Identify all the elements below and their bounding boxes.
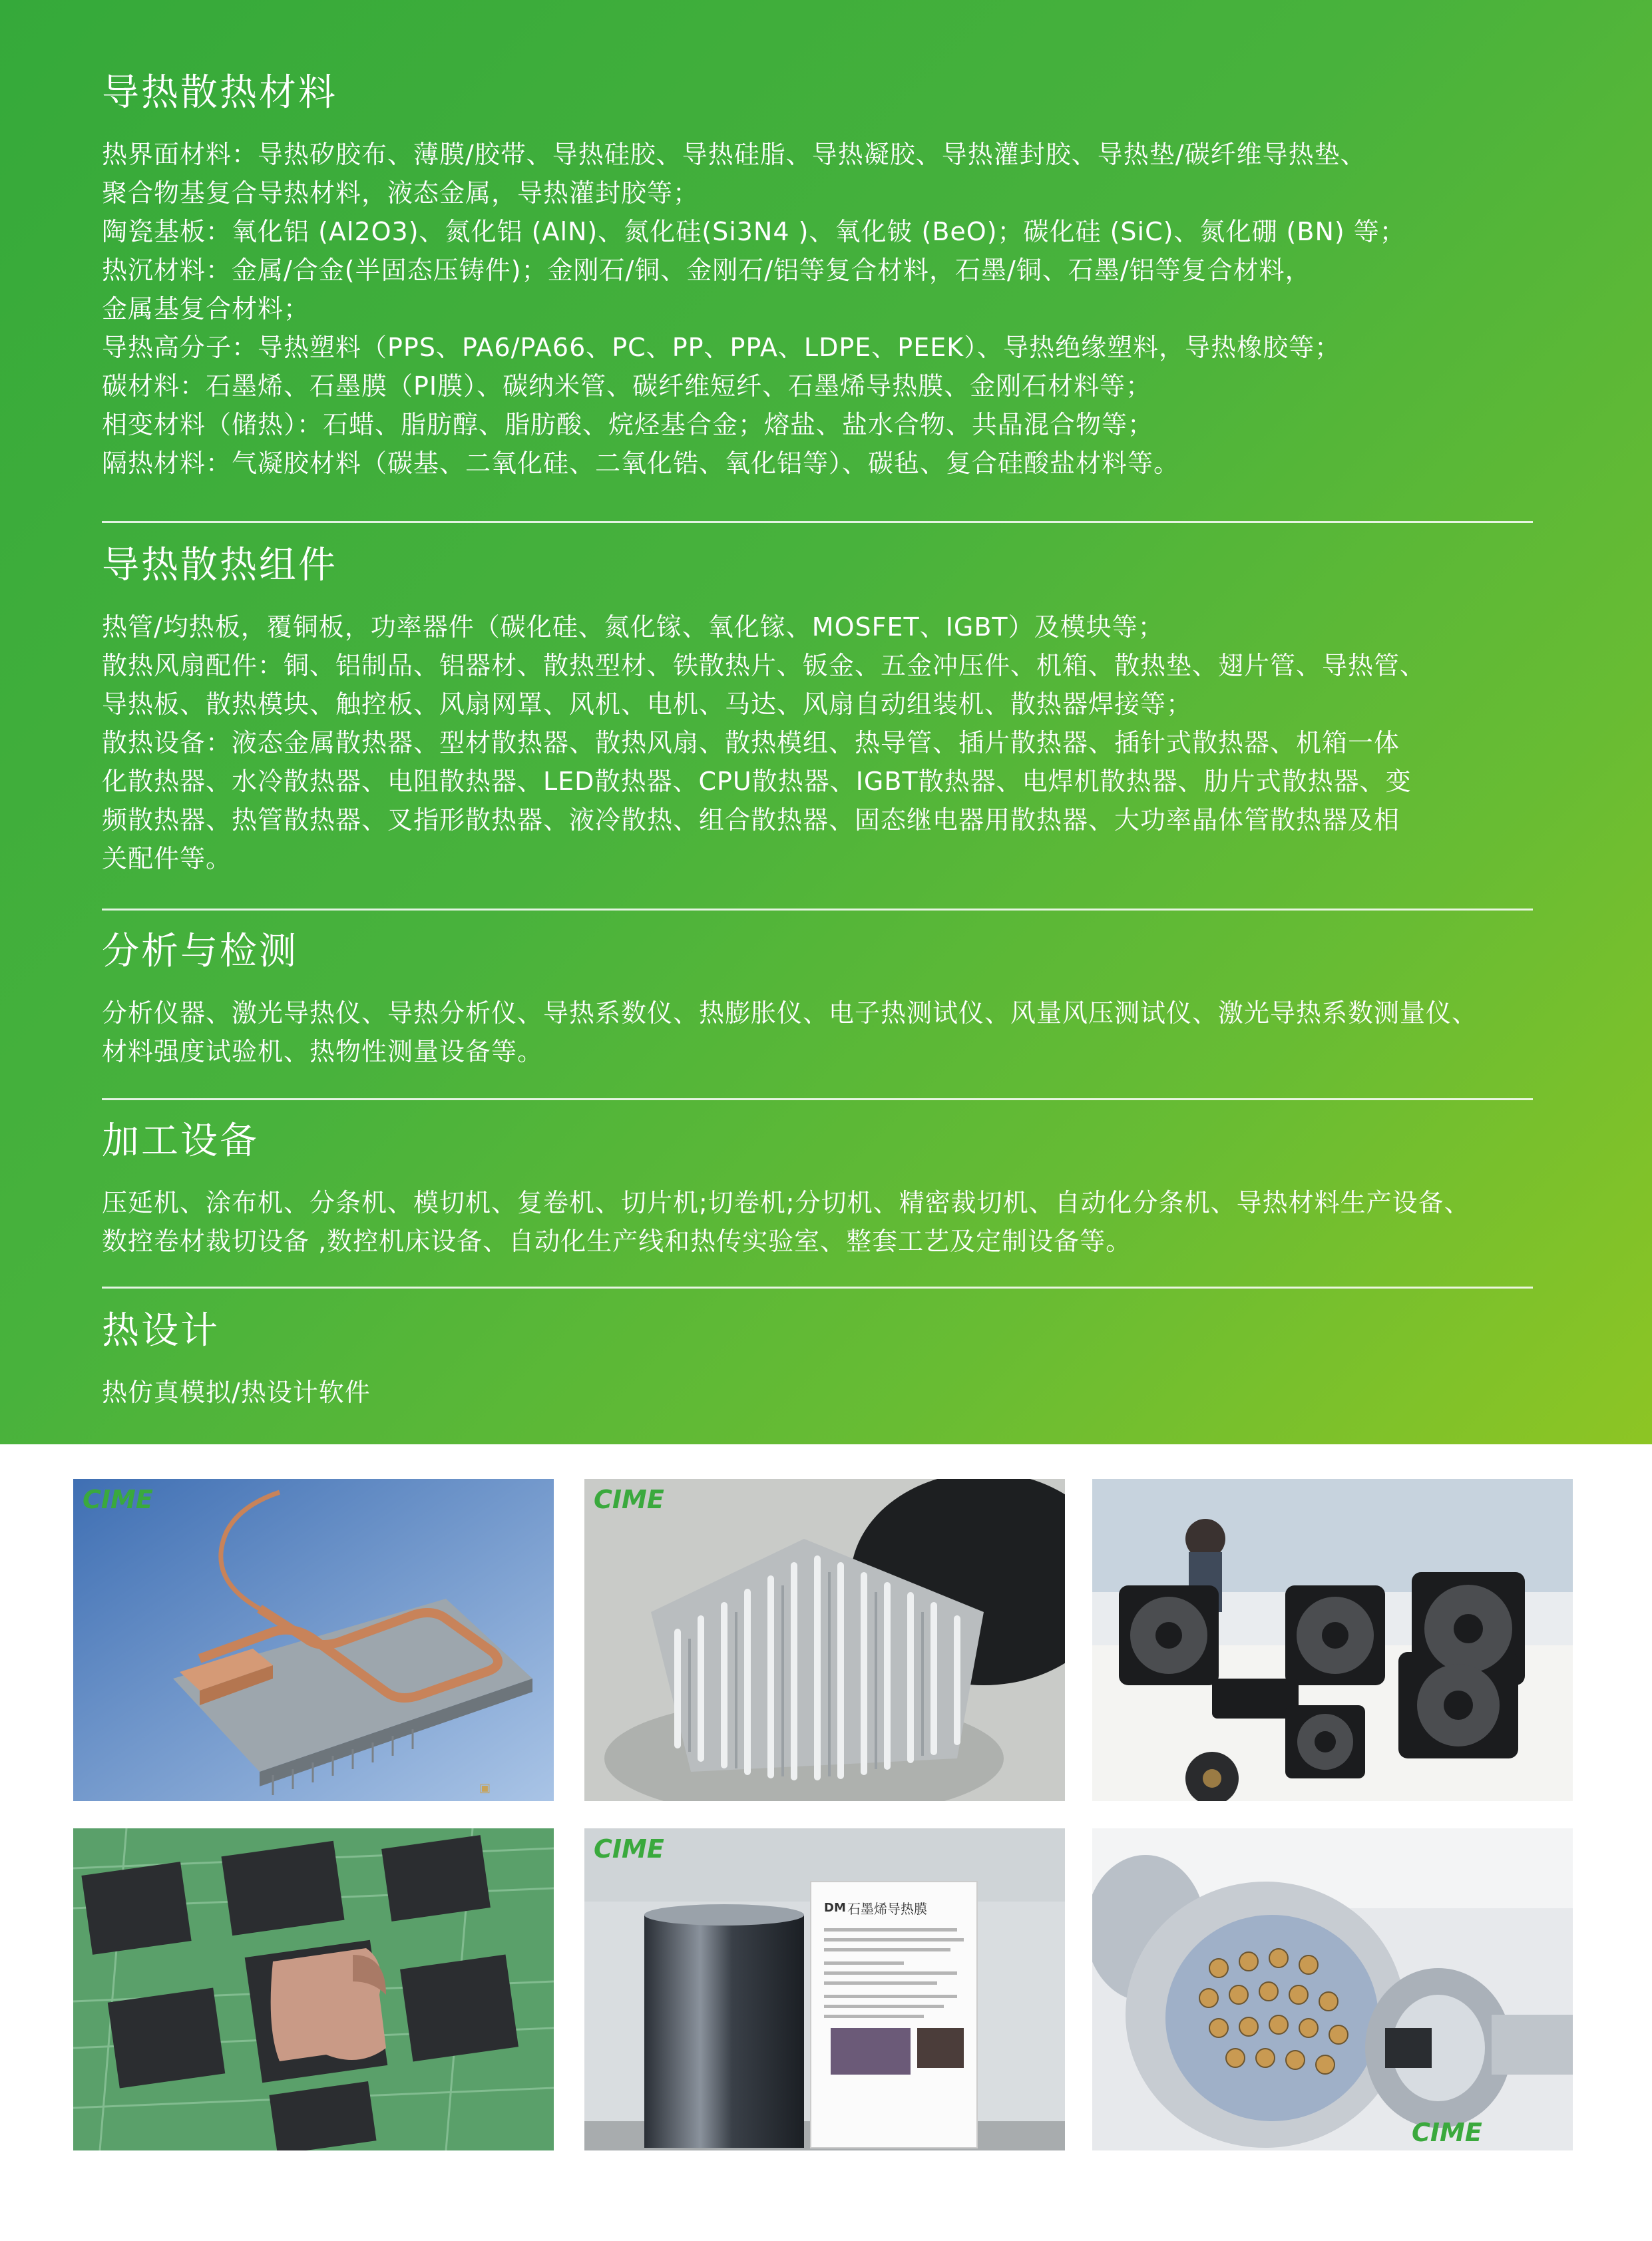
section-line: 导热高分子：导热塑料（PPS、PA6/PA66、PC、PP、PPA、LDPE、PEEK）、导热绝缘塑料，导热橡胶等； bbox=[102, 333, 1341, 362]
metal-flange-connector-photo bbox=[1092, 1828, 1573, 2150]
cime-logo: CIME bbox=[594, 1834, 664, 1864]
section-title: 导热散热组件 bbox=[102, 544, 337, 587]
section-title: 导热散热材料 bbox=[102, 71, 337, 114]
section-processing-equipment bbox=[102, 1118, 1533, 1261]
card-brand-logo: DM bbox=[824, 1901, 846, 1915]
section-divider bbox=[102, 1287, 1533, 1289]
cime-logo: CIME bbox=[83, 1485, 153, 1514]
section-line: 陶瓷基板：氧化铝 (Al2O3)、氮化铝 (AlN)、氮化硅(Si3N4 )、氧化铍 (BeO)；碳化硅 (SiC)、氮化硼 (BN) 等； bbox=[102, 217, 1406, 246]
section-line: 频散热器、热管散热器、叉指形散热器、液冷散热、组合散热器、固态继电器用散热器、大功率晶体管散热器及相 bbox=[102, 805, 1400, 835]
section-line: 散热设备：液态金属散热器、型材散热器、散热风扇、散热模组、热导管、插片散热器、插针式散热器、机箱一体 bbox=[102, 728, 1400, 757]
cime-logo: CIME bbox=[1412, 2118, 1482, 2147]
heat-pipe-plate-photo bbox=[73, 1479, 554, 1801]
section-divider bbox=[102, 1098, 1533, 1100]
section-line: 数控卷材裁切设备 ,数控机床设备、自动化生产线和热传实验室、整套工艺及定制设备等。 bbox=[102, 1227, 1132, 1256]
section-thermal-components bbox=[102, 542, 1533, 878]
section-analysis-testing bbox=[102, 928, 1533, 1071]
section-line: 散热风扇配件：铜、铝制品、铝器材、散热型材、铁散热片、钣金、五金冲压件、机箱、散热垫、翅片管、导热管、 bbox=[102, 651, 1426, 680]
section-line: 导热板、散热模块、触控板、风扇网罩、风机、电机、马达、风扇自动组装机、散热器焊接等； bbox=[102, 690, 1193, 719]
section-title: 热设计 bbox=[102, 1309, 220, 1352]
section-thermal-materials bbox=[102, 70, 1533, 483]
section-line: 热仿真模拟/热设计软件 bbox=[102, 1378, 371, 1407]
graphene-film-roll-photo bbox=[584, 1828, 1065, 2150]
section-title: 加工设备 bbox=[102, 1120, 259, 1163]
card-title: 石墨烯导热膜 bbox=[847, 1901, 927, 1917]
section-line: 压延机、涂布机、分条机、模切机、复卷机、切片机;切卷机;分切机、精密裁切机、自动化分条机、导热材料生产设备、 bbox=[102, 1188, 1470, 1217]
pcb-thermal-pad-photo bbox=[73, 1828, 554, 2150]
section-line: 相变材料（储热）：石蜡、脂肪醇、脂肪酸、烷烃基合金；熔盐、盐水合物、共晶混合物等； bbox=[102, 410, 1154, 439]
section-line: 碳材料：石墨烯、石墨膜（PI膜）、碳纳米管、碳纤维短纤、石墨烯导热膜、金刚石材料等； bbox=[102, 371, 1152, 401]
section-line: 热管/均热板，覆铜板，功率器件（碳化硅、氮化镓、氧化镓、MOSFET、IGBT）及模块等； bbox=[102, 612, 1164, 642]
section-line: 隔热材料：气凝胶材料（碳基、二氧化硅、二氧化锆、氧化铝等）、碳毡、复合硅酸盐材料等。 bbox=[102, 449, 1180, 478]
cime-logo: CIME bbox=[594, 1485, 664, 1514]
section-divider bbox=[102, 909, 1533, 911]
section-line: 金属基复合材料； bbox=[102, 294, 310, 323]
section-divider bbox=[102, 521, 1533, 523]
cooling-fans-photo bbox=[1092, 1479, 1573, 1801]
section-line: 热界面材料：导热矽胶布、薄膜/胶带、导热硅胶、导热硅脂、导热凝胶、导热灌封胶、导热垫/碳纤维导热垫、 bbox=[102, 140, 1366, 169]
pin-fin-heatsink-photo bbox=[584, 1479, 1065, 1801]
section-line: 关配件等。 bbox=[102, 844, 232, 873]
section-line: 聚合物基复合导热材料，液态金属，导热灌封胶等； bbox=[102, 178, 700, 208]
section-line: 材料强度试验机、热物性测量设备等。 bbox=[102, 1037, 544, 1066]
svg-text:▣: ▣ bbox=[479, 1781, 491, 1795]
section-thermal-design bbox=[102, 1308, 1533, 1412]
section-line: 化散热器、水冷散热器、电阻散热器、LED散热器、CPU散热器、IGBT散热器、电焊机散热器、肋片式散热器、变 bbox=[102, 767, 1412, 796]
section-line: 分析仪器、激光导热仪、导热分析仪、导热系数仪、热膨胀仪、电子热测试仪、风量风压测试仪、激光导热系数测量仪、 bbox=[102, 998, 1478, 1028]
section-title: 分析与检测 bbox=[102, 930, 298, 973]
section-line: 热沉材料：金属/合金(半固态压铸件)；金刚石/铜、金刚石/铝等复合材料，石墨/铜、石墨/铝等复合材料， bbox=[102, 256, 1311, 285]
